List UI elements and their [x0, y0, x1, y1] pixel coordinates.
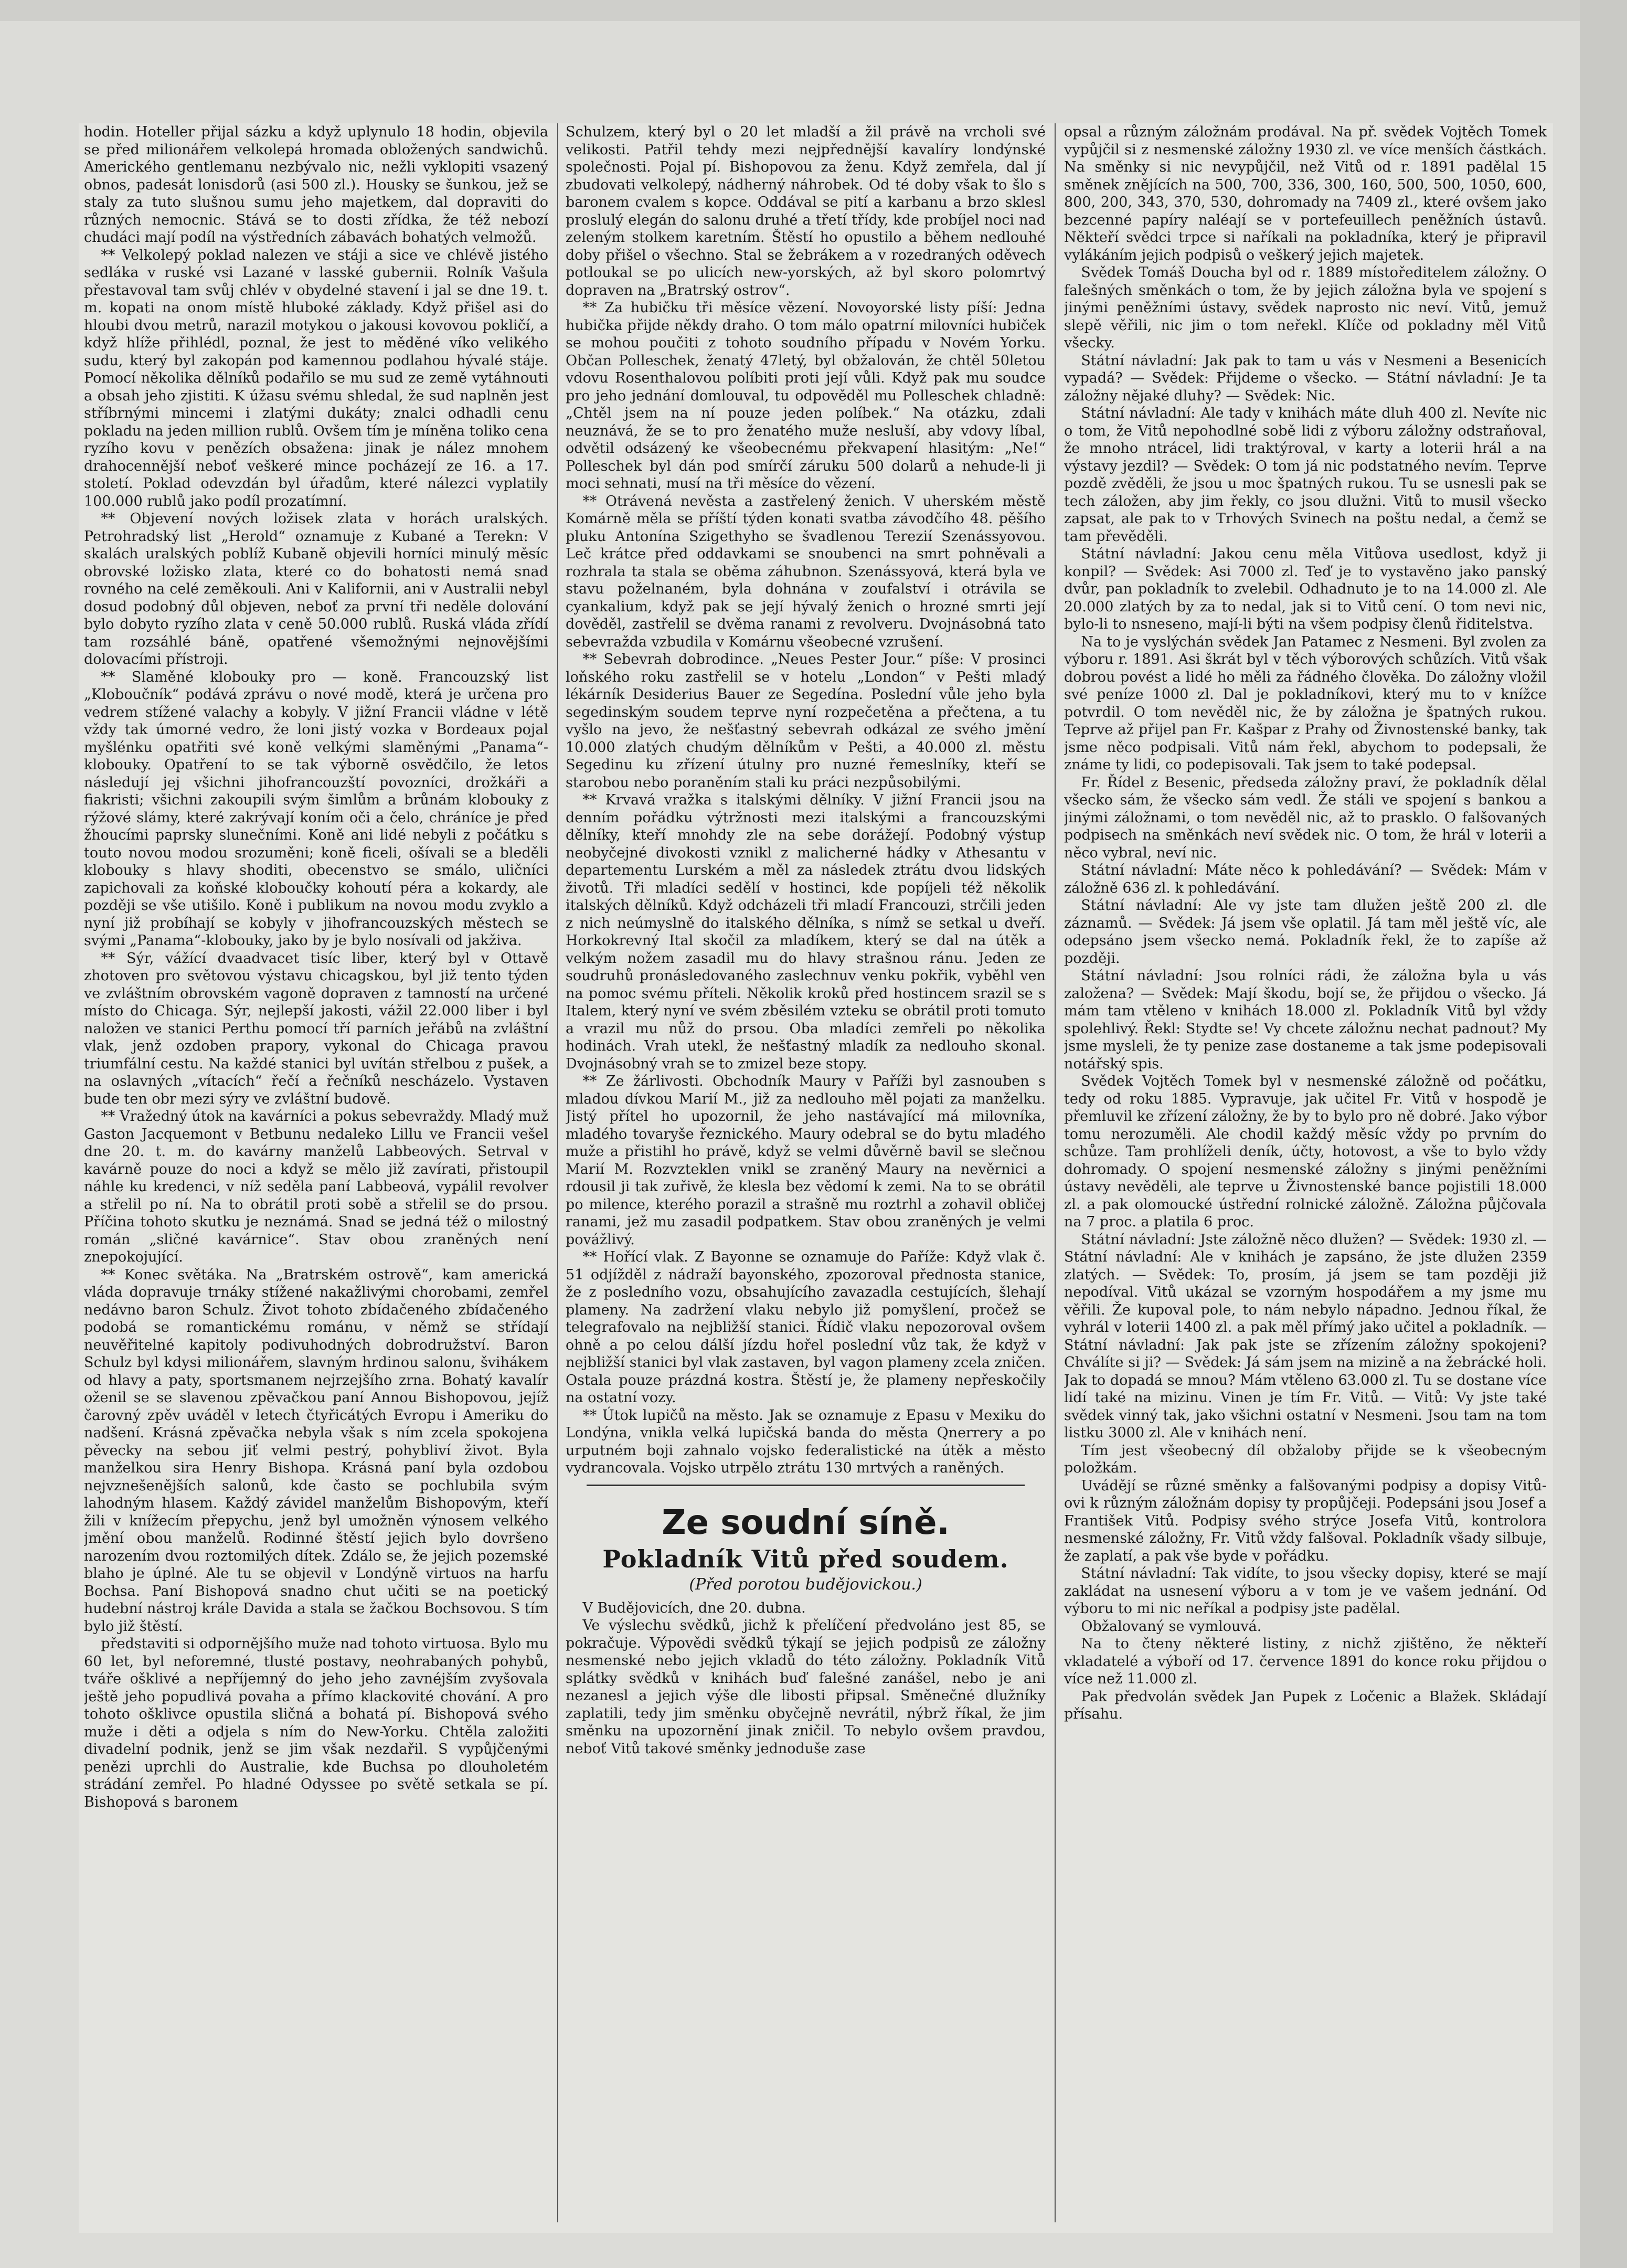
section-divider	[587, 1485, 1025, 1486]
article-paragraph: Státní návladní: Tak vidíte, to jsou všecky dopisy, které se mají zakládat na usnesení výboru a v tom je ve vašem jednání. Od výboru to mi nic neříkal a podpisy jste padělal.	[1064, 1565, 1547, 1617]
column-3	[1064, 123, 1547, 2222]
column-rule	[1055, 123, 1056, 2222]
article-paragraph: Státní návladní: Ale vy jste tam dlužen ještě 200 zl. dle záznamů. — Svědek: Já jsem vše oplatil. Já tam měl ještě víc, ale odepsáno jsem všecko nemá. Pokladník řekl, že to zapíše až později.	[1064, 897, 1547, 967]
article-paragraph: ** Velkolepý poklad nalezen ve stáji a sice ve chlévě jistého sedláka v ruské vsi Lazané v lasské gubernii. Rolník Vašula přestavoval tam svůj chlév v obydelné stavení i jal se dne 19. t. m. kopati na onom místě hluboké základy. Když přišel asi do hloubi dvou metrů, narazil motykou o jakousi kovovou pokličí, a když hlíže přihlédl, poznal, že jest to měděné víko velikého sudu, který byl zakopán pod kamennou podlahou hývalé stáje. Pomocí několika dělníků podařilo se mu sud ze země vytáhnouti a obsah jeho zjistiti. K úžasu svému shledal, že sud naplněn jest stříbrnými mincemi i zlatými dukáty; znalci odhadli cenu pokladu na jeden million rublů. Ovšem tím je míněna toliko cena ryzího kovu v penězích obsažena: jinak je nález mnohem drahocennější neboť veškeré mince pocházejí ze 16. a 17. století. Poklad odevzdán byl úřadům, které nálezci vyplatily 100.000 rublů jako podíl prozatímní.	[84, 247, 548, 510]
article-paragraph: hodin. Hoteller přijal sázku a když uplynulo 18 hodin, objevila se před milionářem velkolepá hromada obložených sandwichů. Amerického gentlemanu nezbývalo nic, nežli vyklopiti vsazený obnos, padesát lonisdorů (asi 500 zl.). Housky se šunkou, jež se staly za tuto slušnou sumu jeho majetkem, dal dopraviti do různých nemocnic. Stává se to dosti zřídka, že též nebozí chudáci mají podíl na výstředních zábavách bohatých velmožů.	[84, 124, 548, 246]
article-paragraph: Pak předvolán svědek Jan Pupek z Ločenic a Blažek. Skládají přísahu.	[1064, 1688, 1547, 1722]
newspaper-page	[79, 123, 1553, 2233]
article-paragraph: ** Za hubičku tři měsíce vězení. Novoyorské listy píší: Jedna hubička přijde někdy draho. O tom málo opatrní milovníci hubiček se mohou poučiti z tohoto soudního případu v Novém Yorku. Občan Polleschek, ženatý 47letý, byl obžalován, že chtěl 50letou vdovu Rosenthalovou políbiti proti její vůli. Když pak mu soudce pro jeho jednání domlouval, tu odpověděl mu Polleschek chladně: „Chtěl jsem na ní pouze jeden políbek.“ Na otázku, zdali neuznává, že se to pro ženatého muže nesluší, aby vdovy líbal, odvětil odsázený ke všeobecnému překvapení hlasitým: „Ne!“ Polleschek byl dán pod smírčí záruku 500 dolarů a nehude-li ji moci sehnati, musí na tři měsíce do vězení.	[566, 300, 1046, 492]
article-paragraph: Na to je vyslýchán svědek Jan Patamec z Nesmeni. Byl zvolen za výboru r. 1891. Asi škrát byl v těch výborových schůzích. Vitů však dobrou povést a lidé ho měli za řádného člověka. Do záložny vložil své peníze 1000 zl. Dal je pokladníkovi, který mu to v knížce potvrdil. O tom nevěděl nic, že by záložna je špatných rukou. Teprve až přijel pan Fr. Kašpar z Prahy od Živnostenské banky, tak jsme něco podpisali. Vitů nám řekl, abychom to podepsali, že známe ty lidi, co podepisovali. Tak jsem to také podepsal.	[1064, 633, 1547, 773]
article-paragraph: ** Objevení nových ložisek zlata v horách uralských. Petrohradský list „Herold“ oznamuje z Kubané a Terekn: V skalách uralských poblíž Kubaně objevili horníci minulý měsíc obrovské ložisko zlata, které co do bohatosti nemá snad rovného na celé zeměkouli. Ani v Kalifornii, ani v Australii nebyl dosud podobný důl objeven, neboť za první tři neděle dolování bylo dobyto ryzího zlata v ceně 50.000 rublů. Ruská vláda zřídí tam rozsáhlé báně, opatřené všemožnými nejnovějšími dolovacími přístroji.	[84, 511, 548, 667]
section-note: (Před porotou budějovickou.)	[689, 1575, 922, 1594]
column-1	[84, 123, 548, 2222]
article-paragraph: Státní návladní: Jakou cenu měla Vitůova usedlost, když ji konpil? — Svědek: Asi 7000 zl. Teď je to vystavěno jako panský dvůr, pan pokladník to zvelebil. Odhadnuto je to na 14.000 zl. Ale 20.000 zlatých by za to nedal, jak si to Vitů cení. O tom nevi nic, bylo-li to nsneseno, mají-li býti na všem podpisy členů řiditelstva.	[1064, 546, 1547, 632]
article-paragraph: Tím jest všeobecný díl obžaloby přijde se k všeobecným položkám.	[1064, 1442, 1547, 1476]
article-paragraph: ** Sýr, vážící dvaadvacet tisíc liber, který byl v Ottavě zhotoven pro světovou výstavu chicagskou, byl již tento týden ve zvláštním obrovském vagoně dopraven z tamností na určené místo do Chicaga. Sýr, nejlepší jakosti, vážil 22.000 liber i byl naložen ve stanici Perthu pomocí tří parních jeřábů na zvláštní vlak, jenž ozdoben prapory, vykonal do Chicaga pravou triumfální cestu. Na každé stanici byl uvítán střelbou z pušek, a na oslavných „vítacích“ řečí a řečníků nescházelo. Vystaven bude ten obr mezi sýry ve zvláštní budově.	[84, 950, 548, 1107]
article-paragraph: ** Slaměné klobouky pro — koně. Francouzský list „Kloboučník“ podává zprávu o nové modě, která je určena pro vedrem stížené valachy a kobyly. V jižní Francii vládne v létě vždy tak úmorné vedro, že loni jistý vozka v Bordeaux pojal myšlénku opatřiti své koně velkými slaměnými „Panama“-klobouky. Opatření to se tak výborně osvědčilo, že letos následují jej všichni jihofrancouzští povozníci, drožkáři a fiakristi; všichni zakoupili svým šimlům a brůnám klobouky z rýžové slámy, které zakrývají koním oči a čelo, chráníce je před žhoucími paprsky slunečními. Koně ani lidé nebyli z počátku s touto novou modou srozuměni; koně ficeli, ošívali se a bleděli klobouky s hlavy shoditi, obecenstvo se smálo, uličníci zapichovali za koňské kloboučky kohoutí péra a kokardy, ale později se vše utišilo. Koně i publikum na novou modu zvyklo a nyní již probíhají se kobyly v jihofrancouzských městech se svými „Panama“-klobouky, jako by je bylo nosívali od jakživa.	[84, 669, 548, 949]
article-paragraph: Státní návladní: Máte něco k pohledávání? — Svědek: Mám v záložně 636 zl. k pohledávání.	[1064, 862, 1547, 896]
article-paragraph: ** Sebevrah dobrodince. „Neues Pester Jour.“ píše: V prosinci loňského roku zastřelil se v hotelu „London“ v Pešti mladý lékárník Desiderius Bauer ze Segedína. Poslední vůle jeho byla segedinským soudem teprve nyní rozpečetěna a přečtena, a tu vyšlo na jevo, že nešťastný sebevrah odkázal ze svého jmění 10.000 zlatých chudým dělníkům v Pešti, a 40.000 zl. městu Segedinu ku zřízení útulny pro nuzné řemeslníky, kteří se starobou nebo poraněním stali ku práci nezpůsobilými.	[566, 651, 1046, 791]
column-rule	[557, 123, 558, 2222]
page-right-edge	[1580, 0, 1627, 2268]
article-paragraph: Státní návladní: Jste záložně něco dlužen? — Svědek: 1930 zl. — Státní návladní: Ale v knihách je zapsáno, že jste dlužen 2359 zlatých. — Svědek: To, prosím, já jsem se tam později již nepodíval. Vitů ukázal se vzorným hospodářem a my jsme mu věřili. Že kupoval pole, to nám nebylo nápadno. Jednou říkal, že vyhrál v loterii 1400 zl. a pak měl přímý jako učitel a pokladník. — Státní návladní: Jak pak jste se zřízením záložny spokojeni? Chválíte si ji? — Svědek: Já sám jsem na mizině a na žebrácké holi. Jak to dopadá se mnou? Mám vtěleno 63.000 zl. Tu se dostane více lidí také na mizinu. Vinen je tím Fr. Vitů. — Vitů: Vy jste také svědek vinný tak, jako všichni ostatní v Nesmeni. Jsou tam na tom listku 3000 zl. Ale v knihách není.	[1064, 1231, 1547, 1441]
section-subtitle: Pokladník Vitů před soudem.	[602, 1544, 1009, 1573]
article-paragraph: Svědek Tomáš Doucha byl od r. 1889 místoředitelem záložny. O falešných směnkách o tom, že by jejich záložna byla ve spojení s jinými peněžními ústavy, svědek naprosto nic neví. Vitů, jemuž slepě věřili, nic jim o tom neřekl. Klíče od pokladny měl Vitů všecky.	[1064, 264, 1547, 351]
article-paragraph: Státní návladní: Ale tady v knihách máte dluh 400 zl. Nevíte nic o tom, že Vitů nepohodlné sobě lidi z výboru záložny odstraňoval, že mnoho ntrácel, lidi traktýroval, v karty a loterii hrál a na výstavy jezdil? — Svědek: O tom já nic podstatného nevím. Teprve pozdě zvěděli, že jsou u moc špatných rukou. Tu se usnesli pak se tech záložen, aby jim řekly, co jsou dlužni. Vitů to musil všecko zapsat, ale pak to v Trhových Svinech na poštu nedal, a čemž se tam převěděli.	[1064, 405, 1547, 545]
article-paragraph: Uvádějí se různé směnky a falšovanými podpisy a dopisy Vitů-ovi k různým záložnám dopisy ty propůjčeji. Podepsáni jsou Josef a František Vitů. Podpisy svého strýce Josefa Vitů, kontrolora nesmenské záložny, Fr. Vitů vždy falšoval. Pokladník všady silbuje, že zaplatí, a pak vše byde v pořádku.	[1064, 1477, 1547, 1564]
article-paragraph: představiti si odpornějšího muže nad tohoto virtuosa. Bylo mu 60 let, byl neforemné, tlusté postavy, neohrabaných pohybů, tváře ošklivé a nepříjemný do jeho jeho zavnéjším zvyšovala ještě jeho popudlivá povaha a přímo klackovité chování. A pro tohoto ošklivce opustila sličná a bohatá pí. Bishopová svého muže i děti a odjela s ním do New-Yorku. Chtěla založiti divadelní podnik, jenž se jim však nezdařil. S vypůjčenými penězi uprchli do Australie, kde Buchsa po dlouholetém strádání zemřel. Po hladné Odyssee po světě setkala se pí. Bishopová s baronem	[84, 1636, 548, 1810]
article-paragraph: ** Hořící vlak. Z Bayonne se oznamuje do Paříže: Když vlak č. 51 odjížděl z nádraží bayonského, zpozoroval přednosta stanice, že z posledního vozu, obsahujícího zavazadla cestujících, šlehají plameny. Na zadržení vlaku nebylo již pomyšlení, pročež se telegrafovalo na nejbližší stanici. Řídič vlaku nepozoroval ovšem ohně a po celou dálší jízdu hořel poslední vůz tak, že když v nejbližší stanici byl vlak zastaven, byl vagon plameny zcela zničen. Ostala pouze prázdná kostra. Štěstí je, že plameny nepřeskočily na ostatní vozy.	[566, 1249, 1046, 1406]
article-paragraph: Státní návladní: Jak pak to tam u vás v Nesmeni a Besenicích vypadá? — Svědek: Přijdeme o všecko. — Státní návladní: Je ta záložny nějaké dluhy? — Svědek: Nic.	[1064, 352, 1547, 404]
article-paragraph: ** Ze žárlivosti. Obchodník Maury v Paříži byl zasnouben s mladou dívkou Marií M., již za nedlouho měl pojati za manželku. Jistý přítel ho upozornil, že jeho nastávající má milovníka, mladého tovaryše řeznického. Maury odebral se do bytu mladého muže a přistihl ho právě, když se velmi důvěrně bavil se slečnou Marií M. Rozvzteklen vnikl se zraněný Maury na nevěrnici a rdousil ji tak zuřivě, že klesla bez vědomí k zemi. Na to se obrátil po milence, kterého porazil a strašně mu roztrhl a zohavil obličej ranami, jež mu zasadil podpatkem. Stav obou zraněných je velmi povážlivý.	[566, 1073, 1046, 1248]
article-paragraph: ** Krvavá vražka s italskými dělníky. V jižní Francii jsou na denním pořádku výtržnosti mezi italskými a francouzskými dělníky, kteří mnohdy zle na sebe dorážejí. Podobný výstup neobyčejné divokosti vznikl z malicherné hádky v Athesantu v departementu Lurském a měl za následek ztrátu dvou lidských životů. Tři mladíci sedělí v hostinci, kde popíjeli též několik italských dělníků. Když odcházeli tři mladí Francouzi, strčili jeden z nich neúmyslně do italského dělníka, s nímž se setkal u dveří. Horkokrevný Ital skočil za mladíkem, který se dal na útěk a velkým nožem zasadil mu do hlavy strašnou ránu. Jeden ze soudruhů pronásledovaného zaslechnuv venku pokřik, vyběhl ven na pomoc svému příteli. Několik kroků před hostincem srazil se s Italem, který nyní ve svém zběsilém vzteku se obrátil proti tomuto a vrazil mu nůž do prsou. Oba mladíci zemřeli po několika hodinách. Vrah utekl, že nešťastný mladík za nedlouho skonal. Dvojnásobný vrah se to zmizel beze stopy.	[566, 792, 1046, 1072]
article-paragraph: Ve výslechu svědků, jichž k přelíčení předvoláno jest 85, se pokračuje. Výpovědi svědků týkají se jejich podpisů ze záložny nesmenské nebo jejich vkladů do této záložny. Pokladník Vitů splátky svědků v knihách buď falešné zanášel, nebo je ani nezanesl a jejich výše dle libosti připsal. Směnečné dlužníky zaplatili, tedy jim směnku obyčejně nevrátil, nýbrž říkal, že jim směnku na upozornění jinak zničil. To nebylo ovšem pravdou, neboť Vitů takové směnky jednoduše zase	[566, 1617, 1046, 1757]
article-paragraph: Fr. Řídel z Besenic, předseda záložny praví, že pokladník dělal všecko sám, že všecko sám vedl. Že stáli ve spojení s bankou a jinými záložnami, o tom nevěděl nic, až to prasklo. O falšovaných podpisech na směnkách neví svědek nic. O tom, že hrál v loterii a něco vybral, neví nic.	[1064, 774, 1547, 861]
page-top-edge	[0, 0, 1627, 21]
dateline: V Budějovicích, dne 20. dubna.	[582, 1599, 806, 1616]
column-2	[566, 123, 1046, 2222]
article-paragraph: ** Otrávená nevěsta a zastřelený ženich. V uherském městě Komárně měla se příští týden konati svatba závodčího 48. pěšího pluku Antonína Szigethyho se švadlenou Terezií Szenássyovou. Leč krátce před oddavkami se snoubenci na smrt pohněvali a rozhrala ta stala se oběma záhubnon. Szenássyová, která byla ve stavu poželnaném, byla dohnána v zoufalství i otrávila se cyankalium, když pak se její hývalý ženich o hrozné smrti její dověděl, zastřelil se dvěma ranami z revolveru. Dvojnásobná tato sebevražda vzbudila v Komárnu všeobecné vzrušení.	[566, 493, 1046, 650]
section-title: Ze soudní síně.	[662, 1503, 950, 1542]
article-paragraph: ** Vražedný útok na kavárníci a pokus sebevraždy. Mladý muž Gaston Jacquemont v Betbunu nedaleko Lillu ve Francii vešel dne 20. t. m. do kavárny manželů Labbeových. Setrval v kavárně pouze do noci a když se mělo již zavírati, přistoupil náhle ku kredenci, v níž seděla paní Labbeová, vypálil revolver a střelil po ní. Na to obrátil proti sobě a střelil se do prsou. Příčina tohoto skutku je neznámá. Snad se jedná též o milostný román „sličné kavárnice“. Stav obou zraněných není znepokojující.	[84, 1108, 548, 1265]
article-paragraph: Obžalovaný se vymlouvá.	[1081, 1618, 1262, 1635]
article-paragraph: opsal a různým záložnám prodával. Na př. svědek Vojtěch Tomek vypůjčil si z nesmenské záložny 1930 zl. ve více menších částkách. Na směnky si nic nevypůjčil, než Vitů od r. 1891 padělal 15 směnek znějících na 500, 700, 336, 300, 160, 500, 500, 1050, 600, 800, 200, 343, 370, 530, dohromady na 7409 zl., které ovšem jako bezcenné papíry naléají se v portefeuillech peněžních ústavů. Někteří svědci trpce si naříkali na pokladníka, který je připravil vylákáním jejich podpisů o veškerý jejich majetek.	[1064, 124, 1547, 263]
article-paragraph: ** Útok lupičů na město. Jak se oznamuje z Epasu v Mexiku do Londýna, vnikla velká lupičská banda do města Qnerrery a po urputném boji zahnalo vojsko federalistické na útěk a město vydrancovala. Vojsko utrpělo ztrátu 130 mrtvých a raněných.	[566, 1407, 1046, 1476]
article-paragraph: ** Konec světáka. Na „Bratrském ostrově“, kam americká vláda dopravuje trnáky stížené nakažlivými chorobami, zemřel nedávno baron Schulz. Život tohoto zbídačeného zbídačeného podobá se romantickému románu, v němž se střídají neuvěřitelné kapitoly podivuhodných dobrodružství. Baron Schulz byl kdysi milionářem, slavným hrdinou salonu, švihákem od hlavy a paty, sportsmanem nejrzejšího zrna. Bohatý kavalír oženil se se slavenou zpěvačkou paní Annou Bishopovou, jejíž čarovný zpěv uváděl v letech čtyřicátých Evropu i Ameriku do nadšení. Krásná zpěvačka nebyla však s ním zcela spokojena pěvecky na sebou jiť velmi pestrý, pohybliví život. Byla manželkou sira Henry Bishopa. Krásná paní byla ozdobou nejvznešenějších salonů, kde často se pochlubila svým lahodným hlasem. Každý závidel manželům Bishopovým, kteří žili v knížecím přepychu, jenž byl umožněn výnosem velkého jmění obou manželů. Rodinné štěstí jejich bylo dovršeno narozením dvou roztomilých dítek. Zdálo se, že jejich pozemské blaho je úplné. Ale tu se objevil v Londýně virtuos na harfu Bochsa. Paní Bishopová snadno chut učiti se na poetický hudební nástroj krále Davida a stala se žačkou Bochsovou. S tím bylo již štěstí.	[84, 1266, 548, 1635]
article-paragraph: Svědek Vojtěch Tomek byl v nesmenské záložně od počátku, tedy od roku 1885. Vypravuje, jak učitel Fr. Vitů v hospodě je přemluvil ke zřízení záložny, že by to bylo pro ně dobré. Jako výbor tomu nerozuměli. Ale chodil každý měsíc vždy po prvním do schůze. Tam prohlíželi deník, účty, hotovost, a vše to bylo vždy dohromady. O spojení nesmenské záložny s jinými peněžními ústavy nevěděli, ale teprve u Živnostenské bance pojistili 18.000 zl. a pak olomoucké ústřední rolnické záložně. Záložna půjčovala na 7 proc. a platila 6 proc.	[1064, 1073, 1547, 1230]
article-paragraph: Na to čteny některé listiny, z nichž zjištěno, že někteří vkladatelé a výboří od 17. července 1891 do konce roku přijdou o více než 11.000 zl.	[1064, 1636, 1547, 1687]
article-paragraph: Schulzem, který byl o 20 let mladší a žil právě na vrcholi své velikosti. Patřil tehdy mezi nejpřednější kavalíry londýnské společnosti. Pojal pí. Bishopovou za ženu. Když zemřela, dal jí zbudovati velkolepý, nádherný náhrobek. Od té doby však to šlo s baronem cvalem s kopce. Oddával se pití a karbanu a brzo sklesl proslulý elegán do salonu druhé a třetí třídy, kde probíjel noci nad zeleným stolkem karetním. Štěstí ho opustilo a během nedlouhé doby přišel o všechno. Stal se žebrákem a v rozedraných oděvech potloukal se po ulicích new-yorských, až byl skoro polomrtvý dopraven na „Bratrský ostrov“.	[566, 124, 1046, 299]
article-paragraph: Státní návladní: Jsou rolníci rádi, že záložna byla u vás založena? — Svědek: Mají škodu, bojí se, že přijdou o všecko. Já mám tam vtěleno v knihách 18.000 zl. Pokladník Vitů byl vždy spolehlivý. Řekl: Stydte se! Vy chcete záložnu nechat padnout? My jsme mysleli, že ty penize zase dostaneme a tak jsme podepisovali notářský spis.	[1064, 968, 1547, 1072]
